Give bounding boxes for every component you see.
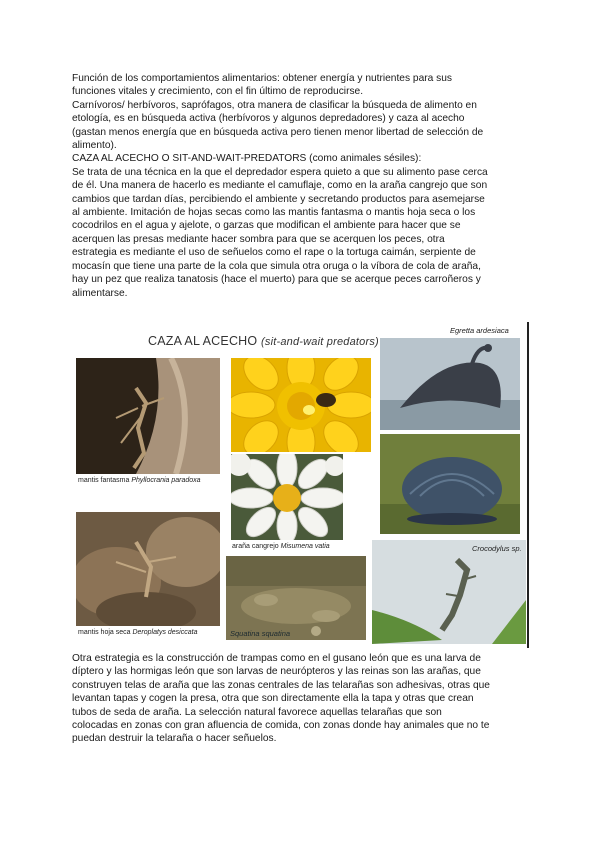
figure-border	[527, 322, 529, 648]
caption-common: mantis hoja seca	[78, 629, 131, 636]
text-line: alimento).	[72, 140, 117, 152]
caption-latin: Phyllocrania paradoxa	[131, 477, 201, 484]
text-line: Carnívoros/ herbívoros, saprófagos, otra manera de clasificar la búsqueda de alimento en	[72, 99, 477, 111]
photo-mantis-hoja-seca	[76, 512, 220, 626]
text-line: Se trata de una técnica en la que el depredador espera quieto a que su alimento pase cerca	[72, 166, 488, 178]
caption-mantis-fantasma	[78, 477, 201, 484]
caption-latin: Misumena vatia	[280, 543, 330, 550]
photo-margarita	[231, 454, 343, 540]
caption-squatina: Squatina squatina	[230, 629, 291, 638]
figure-title-sub: (sit-and-wait predators)	[261, 336, 379, 348]
caption-common: mantis fantasma	[78, 477, 130, 484]
text-line: Otra estrategia es la construcción de trampas como en el gusano león que es una larva de	[72, 653, 481, 664]
caption-latin: Deroplatys desiccata	[132, 629, 198, 636]
photo-mantis-fantasma	[76, 358, 220, 474]
text-line: puedan destruir la telaraña o hacer señuelos.	[72, 733, 277, 745]
text-line: díptero y las hormigas león que son larvas de neurópteros y las reinas son las arañas, que	[72, 666, 481, 678]
photo-garza-1	[380, 338, 520, 430]
section-heading: CAZA AL ACECHO O SIT-AND-WAIT-PREDATORS (como animales sésiles):	[72, 153, 422, 165]
text-line: mocasín que tiene una parte de la cola que simula otra oruga o la víbora de cola de araña,	[72, 260, 481, 272]
text-line: Función de los comportamientos alimentarios: obtener energía y nutrientes para sus	[72, 73, 452, 84]
text-block-bottom	[72, 652, 532, 746]
caption-crocodylus: Crocodylus sp.	[472, 544, 522, 553]
figure-sit-and-wait	[70, 322, 532, 648]
text-line: cambios que tardan días, percibiendo el ambiente y secretando productos para asemejarse	[72, 193, 485, 205]
text-line: funciones vitales y crecimiento, con el fin último de reproducirse.	[72, 86, 364, 98]
text-line: acerquen las presas mediante hacer sombra para que se acerquen los peces, otra	[72, 233, 445, 245]
figure-title-main: CAZA AL ACECHO	[148, 334, 258, 348]
photo-garza-2	[380, 434, 520, 534]
caption-common: araña cangrejo	[232, 543, 279, 550]
caption-mantis-hoja-seca	[78, 629, 197, 636]
figure-title	[148, 334, 379, 348]
text-line: (gastan menos energía que en búsqueda activa pero tienen menor libertad de selección de	[72, 126, 484, 138]
text-line: tubos de seda de araña. La selección natural favorece aquellas telarañas que son	[72, 706, 442, 718]
photo-cocodrilo	[372, 540, 526, 644]
text-line: cocodrilos en el agua y ajelote, o garzas que modifican el ambiente para hacer que se	[72, 220, 461, 232]
caption-arana-cangrejo	[232, 543, 330, 550]
text-line: estrategia es mediante el uso de señuelos como el rape o la tortuga caimán, serpiente de	[72, 247, 476, 259]
photo-flor-amarilla	[231, 358, 371, 452]
text-line: construyen telas de araña que las zonas centrales de las telarañas son adhesivas, otras que	[72, 679, 490, 691]
text-line: al ambiente. Imitación de hojas secas como las mantis fantasma o mantis hoja seca o los	[72, 207, 476, 219]
caption-egretta: Egretta ardesiaca	[450, 326, 509, 335]
text-line: colocadas en zonas con gran afluencia de comida, con zonas donde hay animales que no te	[72, 720, 490, 732]
text-line: hay un pez que realiza tanatosis (hace el muerto) para que se acerque peces carroñeros y	[72, 274, 481, 286]
text-block-top	[72, 72, 532, 300]
text-line: etología, es en búsqueda activa (herbívoros y algunos depredadores) y caza al acecho	[72, 113, 465, 125]
text-line: alimentarse.	[72, 287, 128, 299]
text-line: de él. Una manera de hacerlo es mediante el camuflaje, como en la araña cangrejo que son	[72, 180, 488, 192]
text-line: levantan tapas y cogen la presa, otra que son directamente ella la tapa y otras que crean	[72, 693, 474, 705]
photo-squatina	[226, 556, 366, 640]
